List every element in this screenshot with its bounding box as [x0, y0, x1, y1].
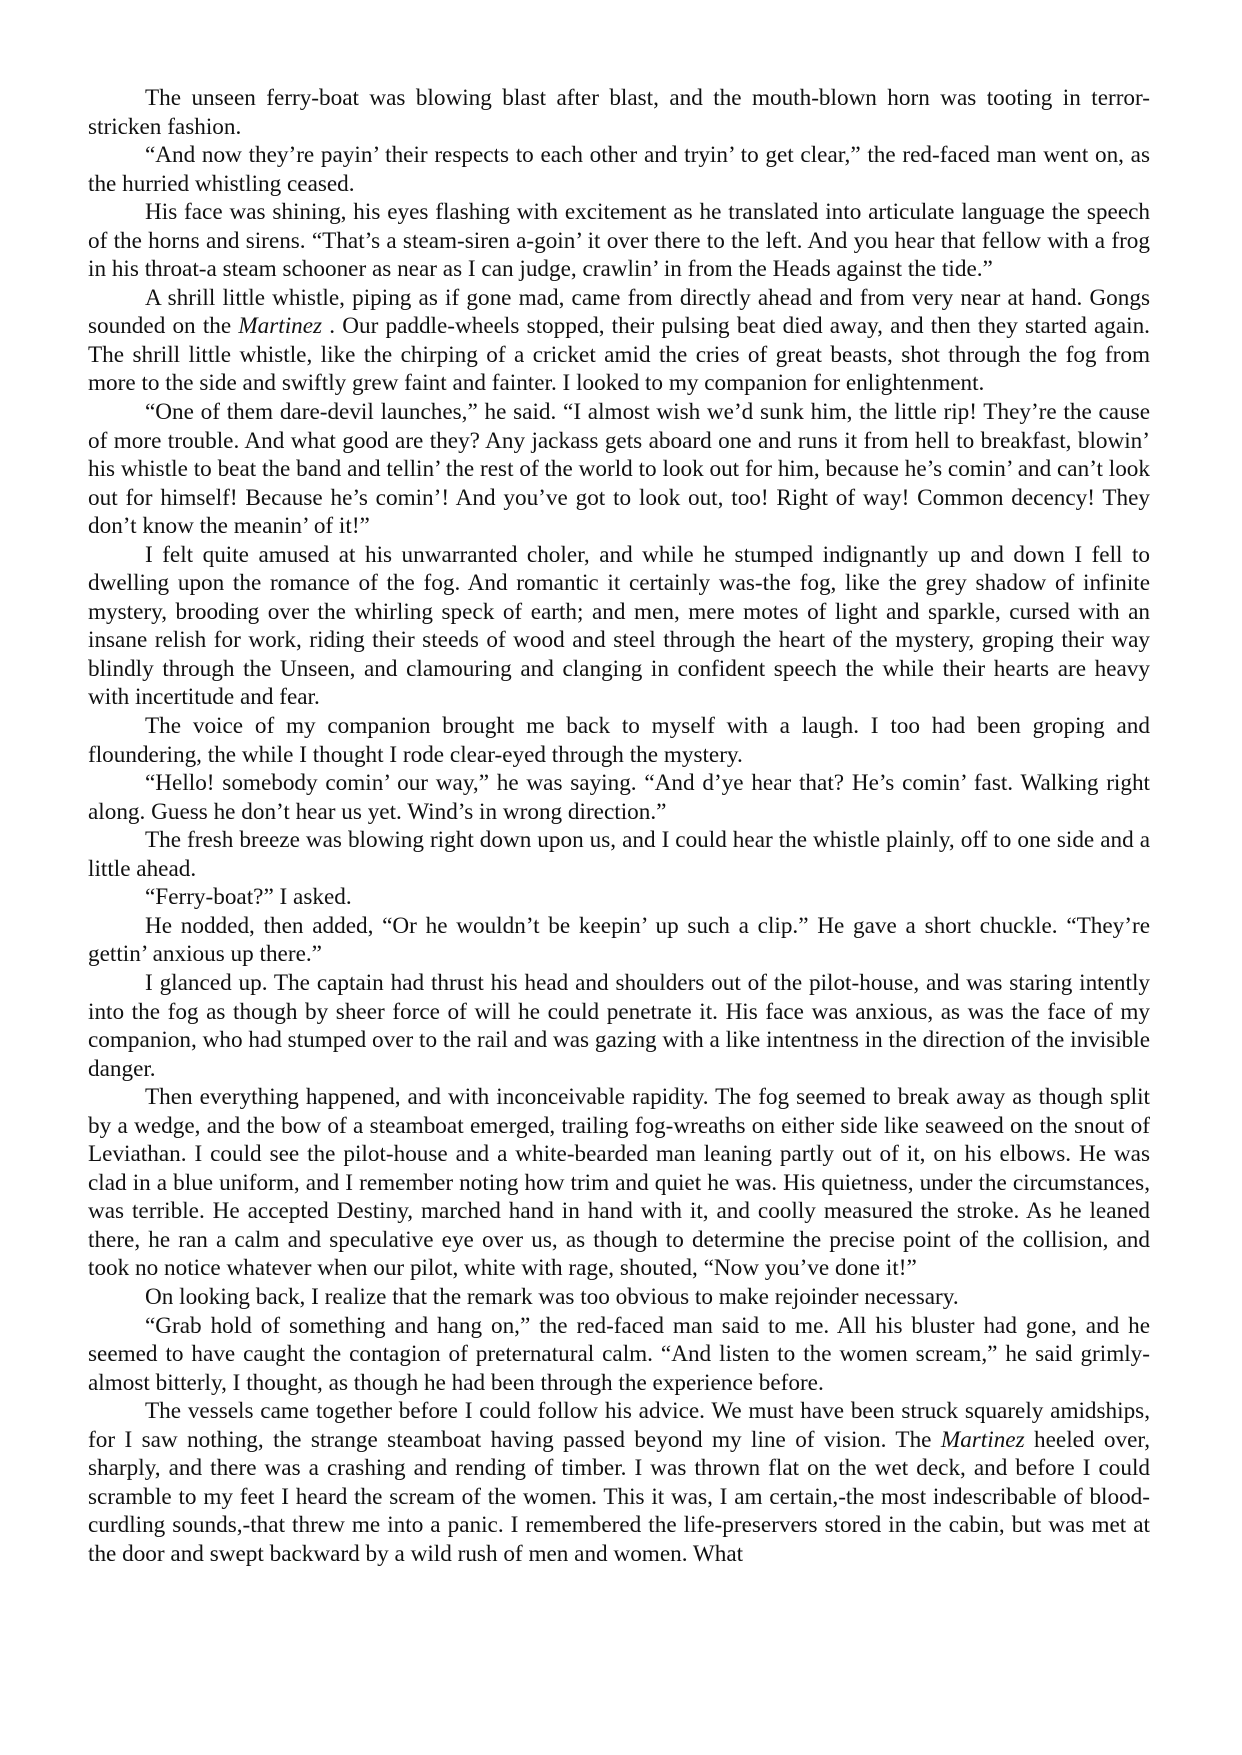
paragraph-text: His face was shining, his eyes flashing with excitement as he translated into articulate language the speech of the horns and sirens. “That’s a steam-siren a-goin’ it over there to the left. And you hear that fellow with a frog in his throat-a steam schooner as near as I can judge, crawlin’ in from the Heads against the tide.”	[88, 199, 1150, 283]
paragraph-text: Then everything happened, and with inconceivable rapidity. The fog seemed to break away as though split by a wedge, and the bow of a steamboat emerged, trailing fog-wreaths on either side like seaweed on the snout of Leviathan. I could see the pilot-house and a white-bearded man leaning partly out of it, on his elbows. He was clad in a blue uniform, and I remember noting how trim and quiet he was. His quietness, under the circumstances, was terrible. He accepted Destiny, marched hand in hand with it, and coolly measured the stroke. As he leaned there, he ran a calm and speculative eye over us, as though to determine the precise point of the collision, and took no notice whatever when our pilot, white with rage, shouted, “Now you’ve done it!”	[88, 1084, 1150, 1282]
paragraph-text: “Ferry-boat?” I asked.	[145, 884, 352, 911]
paragraph-text: . Our paddle-wheels stopped, their pulsing beat died away, and then they started again. The shrill little whistle, like the chirping of a cricket amid the cries of great beasts, shot through the fog from more to the side and swiftly grew faint and fainter. I looked to my companion for enlightenment.	[88, 313, 1150, 397]
paragraph	[88, 769, 1150, 826]
paragraph-text: heeled over, sharply, and there was a crashing and rending of timber. I was thrown flat on the wet deck, and before I could scramble to my feet I heard the scream of the women. This it was, I am certain,-the most indescribable of blood-curdling sounds,-that threw me into a panic. I remembered the life-preservers stored in the cabin, but was met at the door and swept backward by a wild rush of men and women. What	[88, 1426, 1150, 1567]
ship-name: Martinez	[238, 313, 323, 340]
paragraph	[88, 1312, 1150, 1398]
paragraph	[88, 969, 1150, 1083]
paragraph	[88, 1283, 1150, 1312]
paragraph-text: The vessels came together before I could follow his advice. We must have been struck squarely amidships, for I saw nothing, the strange steamboat having passed beyond my line of vision. The	[88, 1398, 1150, 1453]
paragraph-text: I glanced up. The captain had thrust his head and shoulders out of the pilot-house, and was staring intently into the fog as though by sheer force of will he could penetrate it. His face was anxious, as was the face of my companion, who had stumped over to the rail and was gazing with a like intentness in the direction of the invisible danger.	[88, 969, 1150, 1082]
paragraph	[88, 883, 1150, 912]
paragraph-text: A shrill little whistle, piping as if gone mad, came from directly ahead and from very near at hand. Gongs sounded on the	[88, 284, 1150, 340]
paragraph	[88, 1397, 1150, 1568]
paragraph	[88, 1083, 1150, 1283]
paragraph	[88, 141, 1150, 198]
ship-name: Martinez	[940, 1426, 1025, 1453]
paragraph	[88, 712, 1150, 769]
paragraph-text: “Grab hold of something and hang on,” the red-faced man said to me. All his bluster had gone, and he seemed to have caught the contagion of preternatural calm. “And listen to the women scream,” he said grimly-almost bitterly, I thought, as though he had been through the experience before.	[88, 1312, 1150, 1396]
paragraph	[88, 284, 1150, 398]
document-page	[88, 84, 1150, 1568]
paragraph-text: He nodded, then added, “Or he wouldn’t be keepin’ up such a clip.” He gave a short chuckle. “They’re gettin’ anxious up there.”	[88, 912, 1150, 968]
paragraph-text: The unseen ferry-boat was blowing blast after blast, and the mouth-blown horn was tooting in terror-stricken fashion.	[88, 85, 1150, 140]
paragraph-text: “Hello! somebody comin’ our way,” he was saying. “And d’ye hear that? He’s comin’ fast. Walking right along. Guess he don’t hear us yet. Wind’s in wrong direction.”	[88, 770, 1150, 825]
paragraph-text: “One of them dare-devil launches,” he said. “I almost wish we’d sunk him, the little rip! They’re the cause of more trouble. And what good are they? Any jackass gets aboard one and runs it from hell to breakfast, blowin’ his whistle to beat the band and tellin’ the rest of the world to look out for him, because he’s comin’ and can’t look out for himself! Because he’s comin’! And you’ve got to look out, too! Right of way! Common decency! They don’t know the meanin’ of it!”	[88, 399, 1150, 540]
paragraph	[88, 912, 1150, 969]
paragraph-text: I felt quite amused at his unwarranted choler, and while he stumped indignantly up and down I fell to dwelling upon the romance of the fog. And romantic it certainly was-the fog, like the grey shadow of infinite mystery, brooding over the whirling speck of earth; and men, mere motes of light and sparkle, cursed with an insane relish for work, riding their steeds of wood and steel through the heart of the mystery, groping their way blindly through the Unseen, and clamouring and clanging in confident speech the while their hearts are heavy with incertitude and fear.	[88, 541, 1150, 711]
paragraph	[88, 198, 1150, 284]
paragraph	[88, 826, 1150, 883]
paragraph-text: On looking back, I realize that the remark was too obvious to make rejoinder necessary.	[145, 1283, 959, 1310]
paragraph	[88, 398, 1150, 541]
paragraph	[88, 541, 1150, 712]
paragraph-text: The voice of my companion brought me back to myself with a laugh. I too had been groping and floundering, the while I thought I rode clear-eyed through the mystery.	[88, 713, 1150, 768]
paragraph	[88, 84, 1150, 141]
paragraph-text: The fresh breeze was blowing right down upon us, and I could hear the whistle plainly, off to one side and a little ahead.	[88, 827, 1150, 882]
paragraph-text: “And now they’re payin’ their respects to each other and tryin’ to get clear,” the red-faced man went on, as the hurried whistling ceased.	[88, 142, 1150, 197]
